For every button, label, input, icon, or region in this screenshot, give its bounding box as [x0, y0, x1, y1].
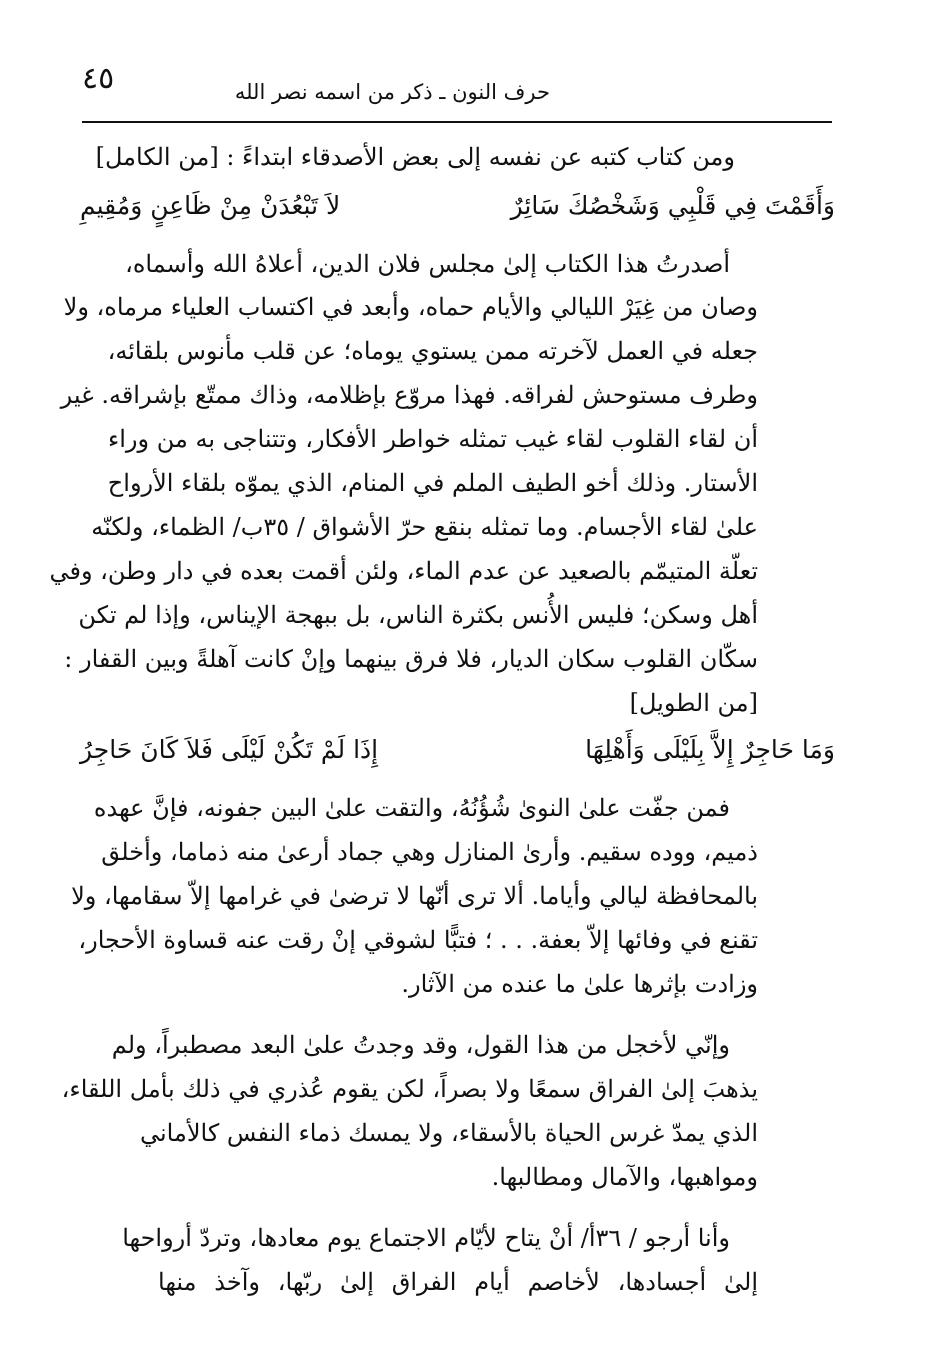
paragraph-line: جعله في العمل لآخرته ممن يستوي يوماه؛ عن قلب مأنوس بلقائه،: [107, 337, 758, 365]
paragraph-line: ومواهبها، والآمال ومطالبها.: [491, 1163, 758, 1191]
verse-2-second-hemistich: إِذَا لَمْ تَكُنْ لَيْلَى فَلاَ كَانَ حَاجِرُ: [80, 735, 379, 764]
page-number: ٤٥: [82, 61, 115, 96]
paragraph-line: وزادت بإثرها علىٰ ما عنده من الآثار.: [401, 970, 758, 998]
paragraph-line: تعلّة المتيمّم بالصعيد عن عدم الماء، ولئن أقمت بعده في دار وطن، وفي: [49, 557, 758, 585]
verse-line-1: [80, 186, 835, 226]
paragraph-line: وطرف مستوحش لفراقه. فهذا مروّع بإظلامه، وذاك ممتّع بإشراقه. غير: [60, 381, 758, 409]
verse-line-2: [80, 730, 835, 770]
meter-label: [من الطويل]: [629, 689, 758, 717]
paragraph-line: أصدرتُ هذا الكتاب إلىٰ مجلس فلان الدين، أعلاهُ الله وأسماه،: [125, 250, 730, 278]
paragraph-line: يذهبَ إلىٰ الفراق سمعًا ولا بصراً، لكن يقوم عُذري في ذلك بأمل اللقاء،: [61, 1075, 758, 1103]
running-head: حرف النون ـ ذكر من اسمه نصر الله: [234, 80, 550, 104]
paragraph-line: وإنّي لأخجل من هذا القول، وقد وجدتُ علىٰ البعد مصطبراً، ولم: [111, 1031, 730, 1059]
paragraph-line: إلىٰ أجسادها، لأخاصم أيام الفراق إلىٰ ربّها، وآخذ منها: [158, 1268, 758, 1296]
verse-1-first-hemistich: وَأَقَمْتَ فِي قَلْبِي وَشَخْصُكَ سَائِرٌ: [510, 191, 835, 220]
paragraph-line: ذميم، ووده سقيم. وأرىٰ المنازل وهي جماد أرعىٰ منه ذماما، وأخلق: [101, 838, 758, 866]
paragraph-line: علىٰ لقاء الأجسام. وما تمثله بنقع حرّ الأشواق / ٣٥ب/ الظماء، ولكنّه: [91, 513, 758, 541]
paragraph-line: الذي يمدّ غرس الحياة بالأسقاء، ولا يمسك ذماء النفس كالأماني: [140, 1119, 758, 1147]
paragraph-line: وأنا أرجو / ٣٦أ/ أنْ يتاح لأيّام الاجتماع يوم معادها، وتردّ أرواحها: [122, 1224, 730, 1252]
paragraph-line: وصان من غِيَرْ الليالي والأيام حماه، وأبعد في اكتساب العلياء مرماه، ولا: [63, 293, 758, 321]
header-rule: [82, 121, 832, 123]
paragraph-line: الأستار. وذلك أخو الطيف الملم في المنام، الذي يموّه بلقاء الأرواح: [107, 469, 758, 497]
paragraph-line: أهل وسكن؛ فليس الأُنس بكثرة الناس، بل ببهجة الإيناس، وإذا لم تكن: [78, 601, 758, 629]
paragraph-line: تقنع في وفائها إلاّ بعفة. . . ؛ فتبًّا لشوقي إنْ رقت عنه قساوة الأحجار،: [78, 926, 758, 954]
verse-2-first-hemistich: وَمَا حَاجِرٌ إِلاَّ بِلَيْلَى وَأَهْلِهَا: [585, 735, 835, 764]
paragraph-line: بالمحافظة ليالي وأياما. ألا ترى أنّها لا ترضىٰ في غرامها إلاّ سقامها، ولا: [71, 882, 758, 910]
verse-1-second-hemistich: لاَ تَبْعُدَنْ مِنْ ظَاعِنٍ وَمُقِيمِ: [80, 191, 341, 220]
paragraph-line: أن لقاء القلوب لقاء غيب تمثله خواطر الأفكار، وتتناجى به من وراء: [107, 425, 758, 453]
paragraph-line: سكّان القلوب سكان الديار، فلا فرق بينهما وإنْ كانت آهلةً وبين القفار :: [64, 645, 758, 673]
paragraph-line: فمن جفّت علىٰ النوىٰ شُؤُنُهُ، والتقت علىٰ البين جفونه، فإنَّ عهده: [93, 794, 730, 822]
intro-line: ومن كتاب كتبه عن نفسه إلى بعض الأصدقاء ابتداءً : [من الكامل]: [95, 143, 735, 171]
